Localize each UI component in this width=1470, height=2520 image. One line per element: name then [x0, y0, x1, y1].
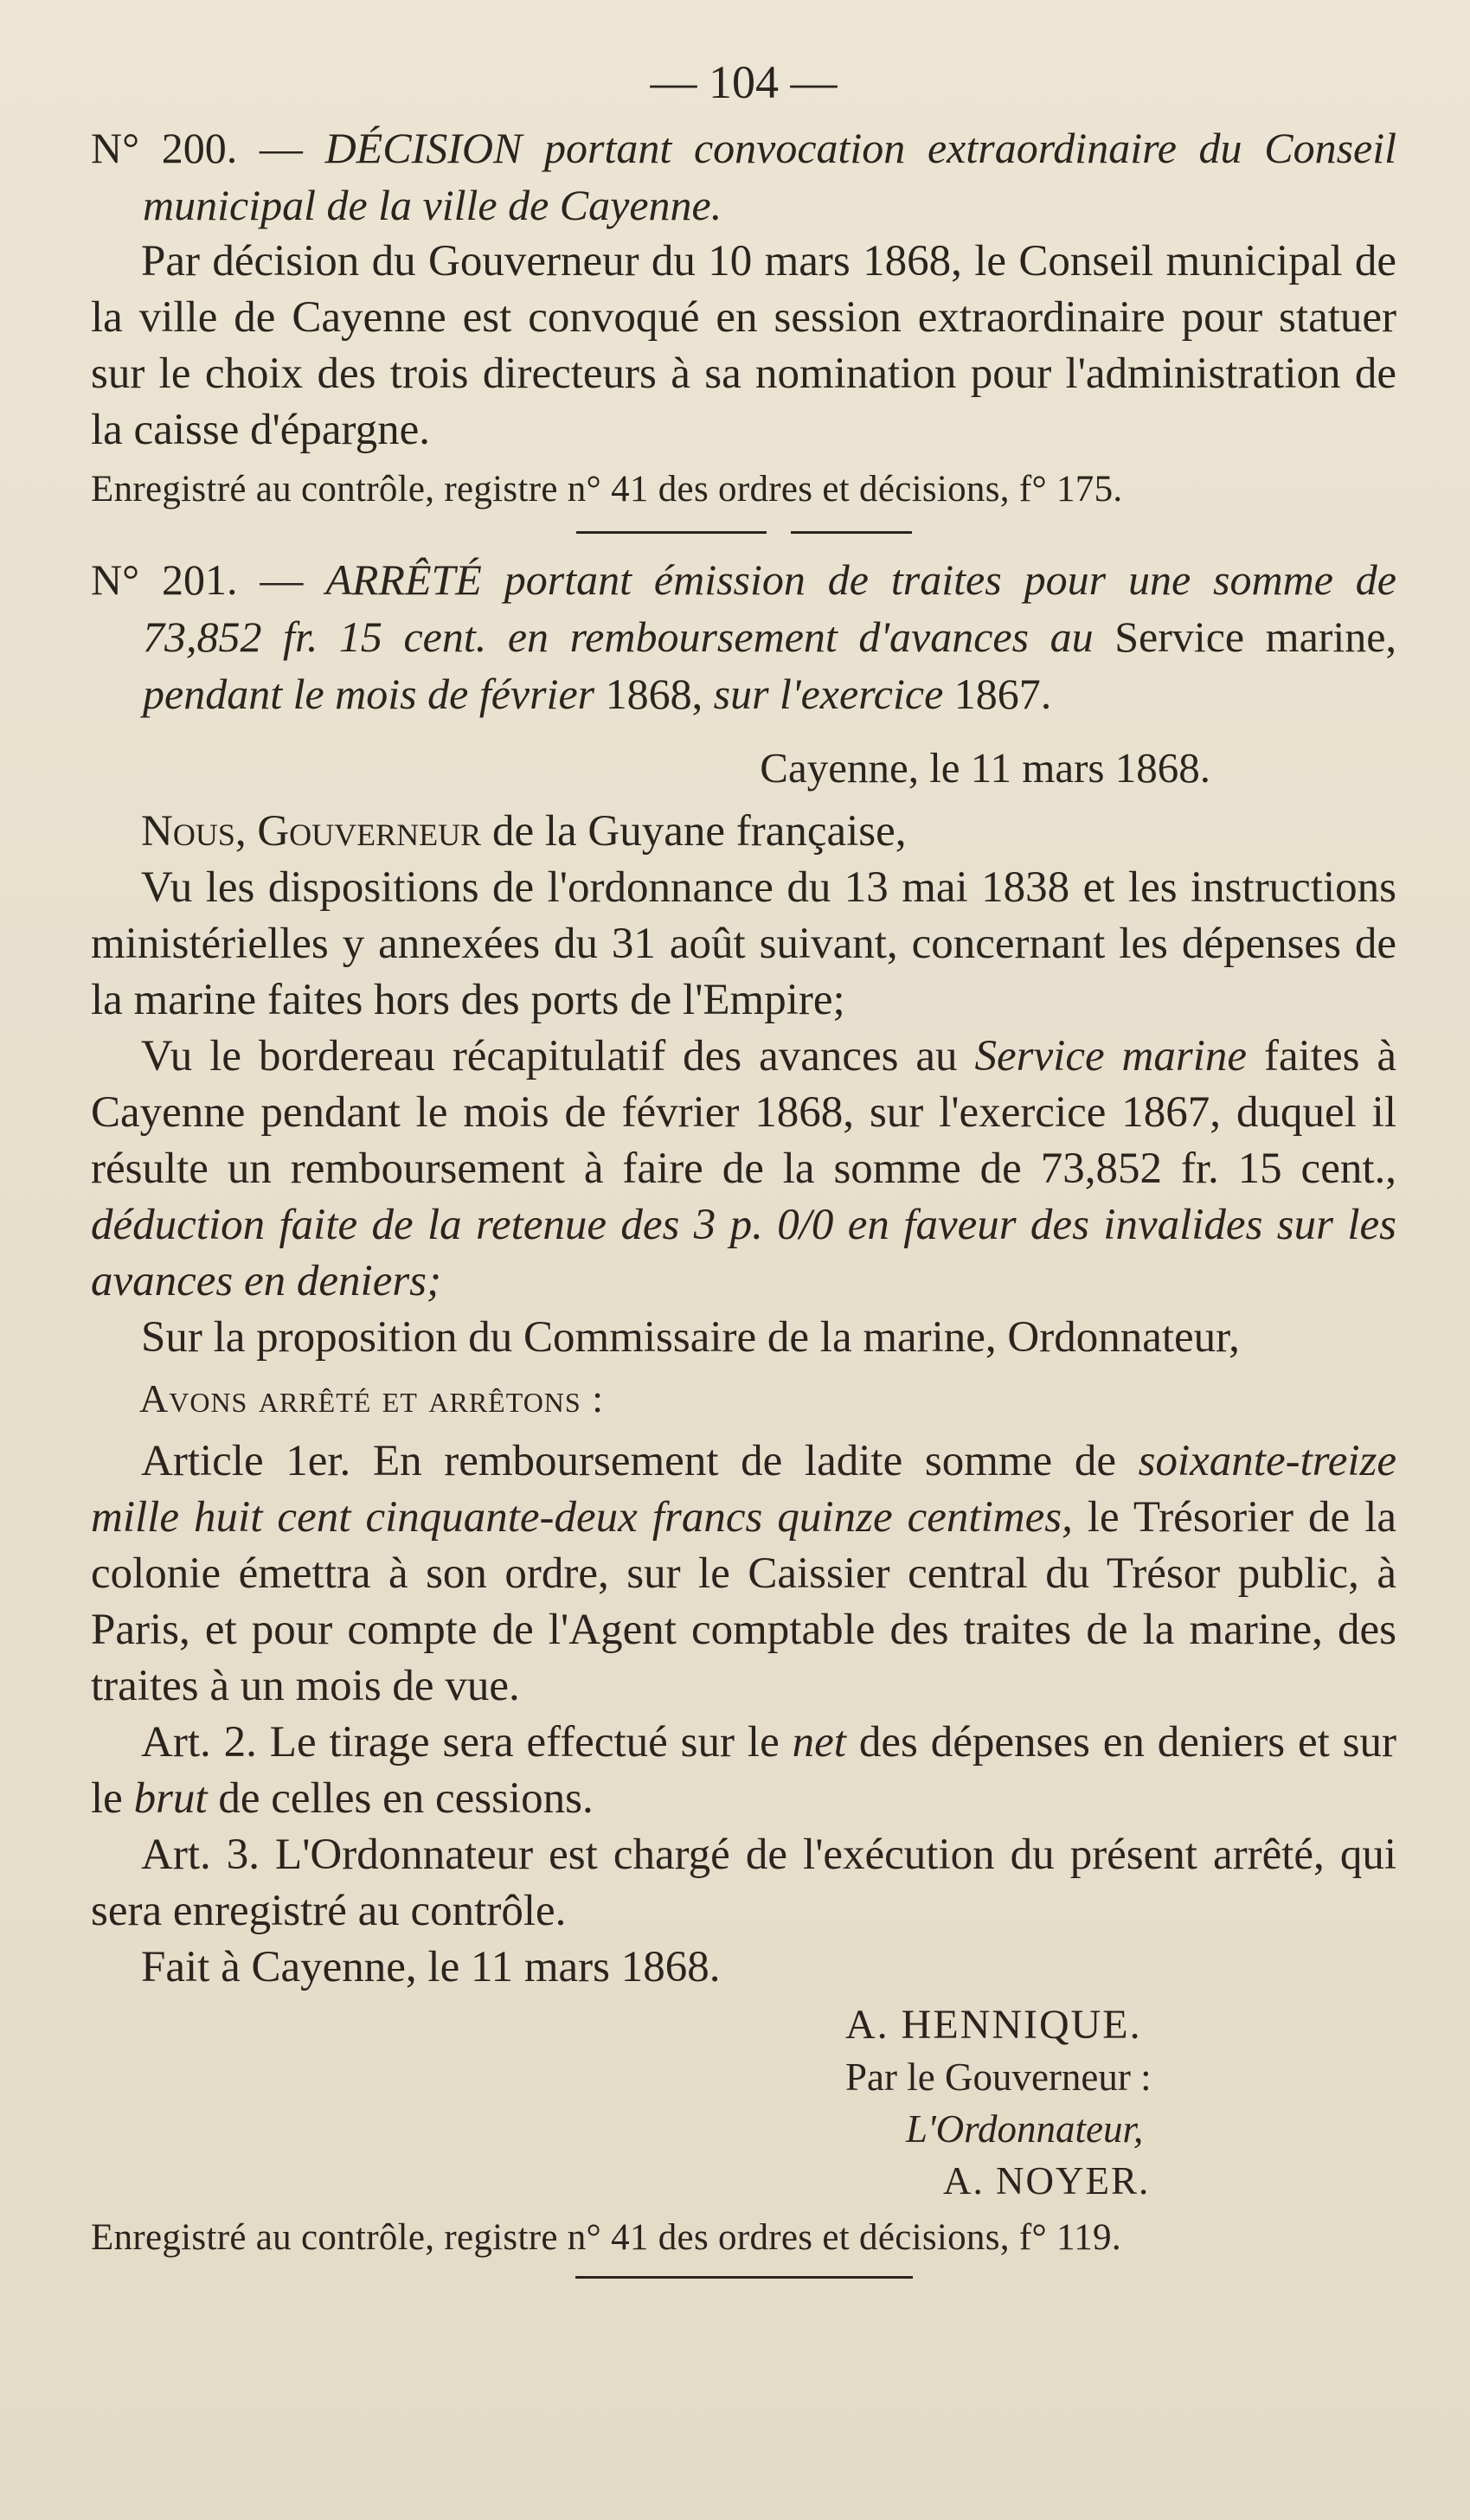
- signature-hennique: A. HENNIQUE.: [845, 2002, 1142, 2048]
- section-divider: [91, 531, 1396, 534]
- art2-text-c: de celles en cessions.: [218, 1774, 594, 1823]
- page-number: — 104 —: [650, 56, 838, 108]
- bottom-divider: [575, 2276, 913, 2279]
- vu2-text-a: Vu le bordereau récapitulatif des avances au: [141, 1032, 958, 1080]
- entry-201-title-service: Service marine,: [1114, 612, 1396, 661]
- art2-text-b: des dépenses en deniers et sur le: [91, 1718, 1396, 1823]
- entry-201-number: N° 201. —: [91, 555, 304, 604]
- entry-200-title: DÉCISION portant convocation extraordinaire du Conseil municipal de la ville de Cayenne.: [143, 124, 1396, 229]
- entry-201-article1: [91, 1433, 1396, 1715]
- art2-text-a: Art. 2. Le tirage sera effectué sur le: [141, 1718, 780, 1767]
- vu2-deduction: déduction faite de la retenue des 3 p. 0/0 en faveur des invalides sur les avances en deniers;: [91, 1201, 1396, 1305]
- signature-noyer: A. NOYER.: [943, 2159, 1151, 2203]
- art1-text-b: le Trésorier de la colonie émettra à son ordre, sur le Caissier central du Trésor public, à Paris, et pour compte de l'Agent comptable des traites de la marine, des traites à un mois de vue.: [91, 1493, 1396, 1710]
- entry-201-vu2: [91, 1029, 1396, 1310]
- art2-net: net: [792, 1718, 846, 1767]
- entry-201-vu1: Vu les dispositions de l'ordonnance du 13 mai 1838 et les instructions ministérielles y annexées du 31 août suivant, concernant les dépenses de la marine faites hors des ports de l'Empire;: [91, 863, 1396, 1024]
- entry-201-title-part1: ARRÊTÉ portant émission de traites pour une somme de 73,852 fr. 15 cent. en remboursement d'avances au: [143, 555, 1396, 661]
- entry-201-heading: [91, 551, 1396, 722]
- art1-amount-words: soixante-treize mille huit cent cinquante-deux francs quinze centimes,: [91, 1437, 1396, 1542]
- nous-gouverneur: Nous, Gouverneur: [141, 807, 482, 856]
- entry-200-heading: [91, 119, 1396, 234]
- entry-201-article3: Art. 3. L'Ordonnateur est chargé de l'exécution du présent arrêté, qui sera enregistré au contrôle.: [91, 1831, 1396, 1935]
- entry-201-title-part2: pendant le mois de février: [143, 670, 595, 718]
- entry-200-registration: Enregistré au contrôle, registre n° 41 des ordres et décisions, f° 175.: [91, 469, 1123, 510]
- entry-201-article2: [91, 1715, 1396, 1827]
- nous-rest: de la Guyane française,: [481, 807, 907, 856]
- art2-brut: brut: [133, 1774, 208, 1823]
- entry-201-avons: Avons arrêté et arrêtons :: [139, 1376, 604, 1420]
- vu2-service-marine: Service marine: [974, 1032, 1248, 1080]
- entry-200-body: Par décision du Gouverneur du 10 mars 1868, le Conseil municipal de la ville de Cayenne est convoqué en session extraordinaire pour statuer sur le choix des trois directeurs à sa nomination pour l'administration de la caisse d'épargne.: [91, 237, 1396, 454]
- art1-text-a: Article 1er. En remboursement de ladite somme de: [141, 1437, 1116, 1485]
- entry-201-registration: Enregistré au contrôle, registre n° 41 des ordres et décisions, f° 119.: [91, 2217, 1121, 2258]
- entry-201-title-part3: sur l'exercice: [713, 670, 944, 718]
- signature-par-le-gouverneur: Par le Gouverneur :: [845, 2055, 1152, 2099]
- entry-201-nous: [91, 804, 1396, 860]
- entry-201-fait: Fait à Cayenne, le 11 mars 1868.: [141, 1943, 721, 1991]
- vu2-text-b: faites à Cayenne pendant le mois de février 1868, sur l'exercice 1867, duquel il résulte un remboursement à faire de la somme de 73,852 fr. 15 cent.,: [91, 1032, 1397, 1193]
- entry-201-title-year: 1868,: [605, 670, 703, 718]
- entry-200-number: N° 200. —: [91, 124, 303, 172]
- signature-ordonnateur-role: L'Ordonnateur,: [906, 2107, 1144, 2151]
- entry-201-dateline: Cayenne, le 11 mars 1868.: [760, 744, 1210, 792]
- entry-201-sur: Sur la proposition du Commissaire de la marine, Ordonnateur,: [141, 1313, 1240, 1362]
- entry-201-title-year2: 1867.: [953, 670, 1052, 718]
